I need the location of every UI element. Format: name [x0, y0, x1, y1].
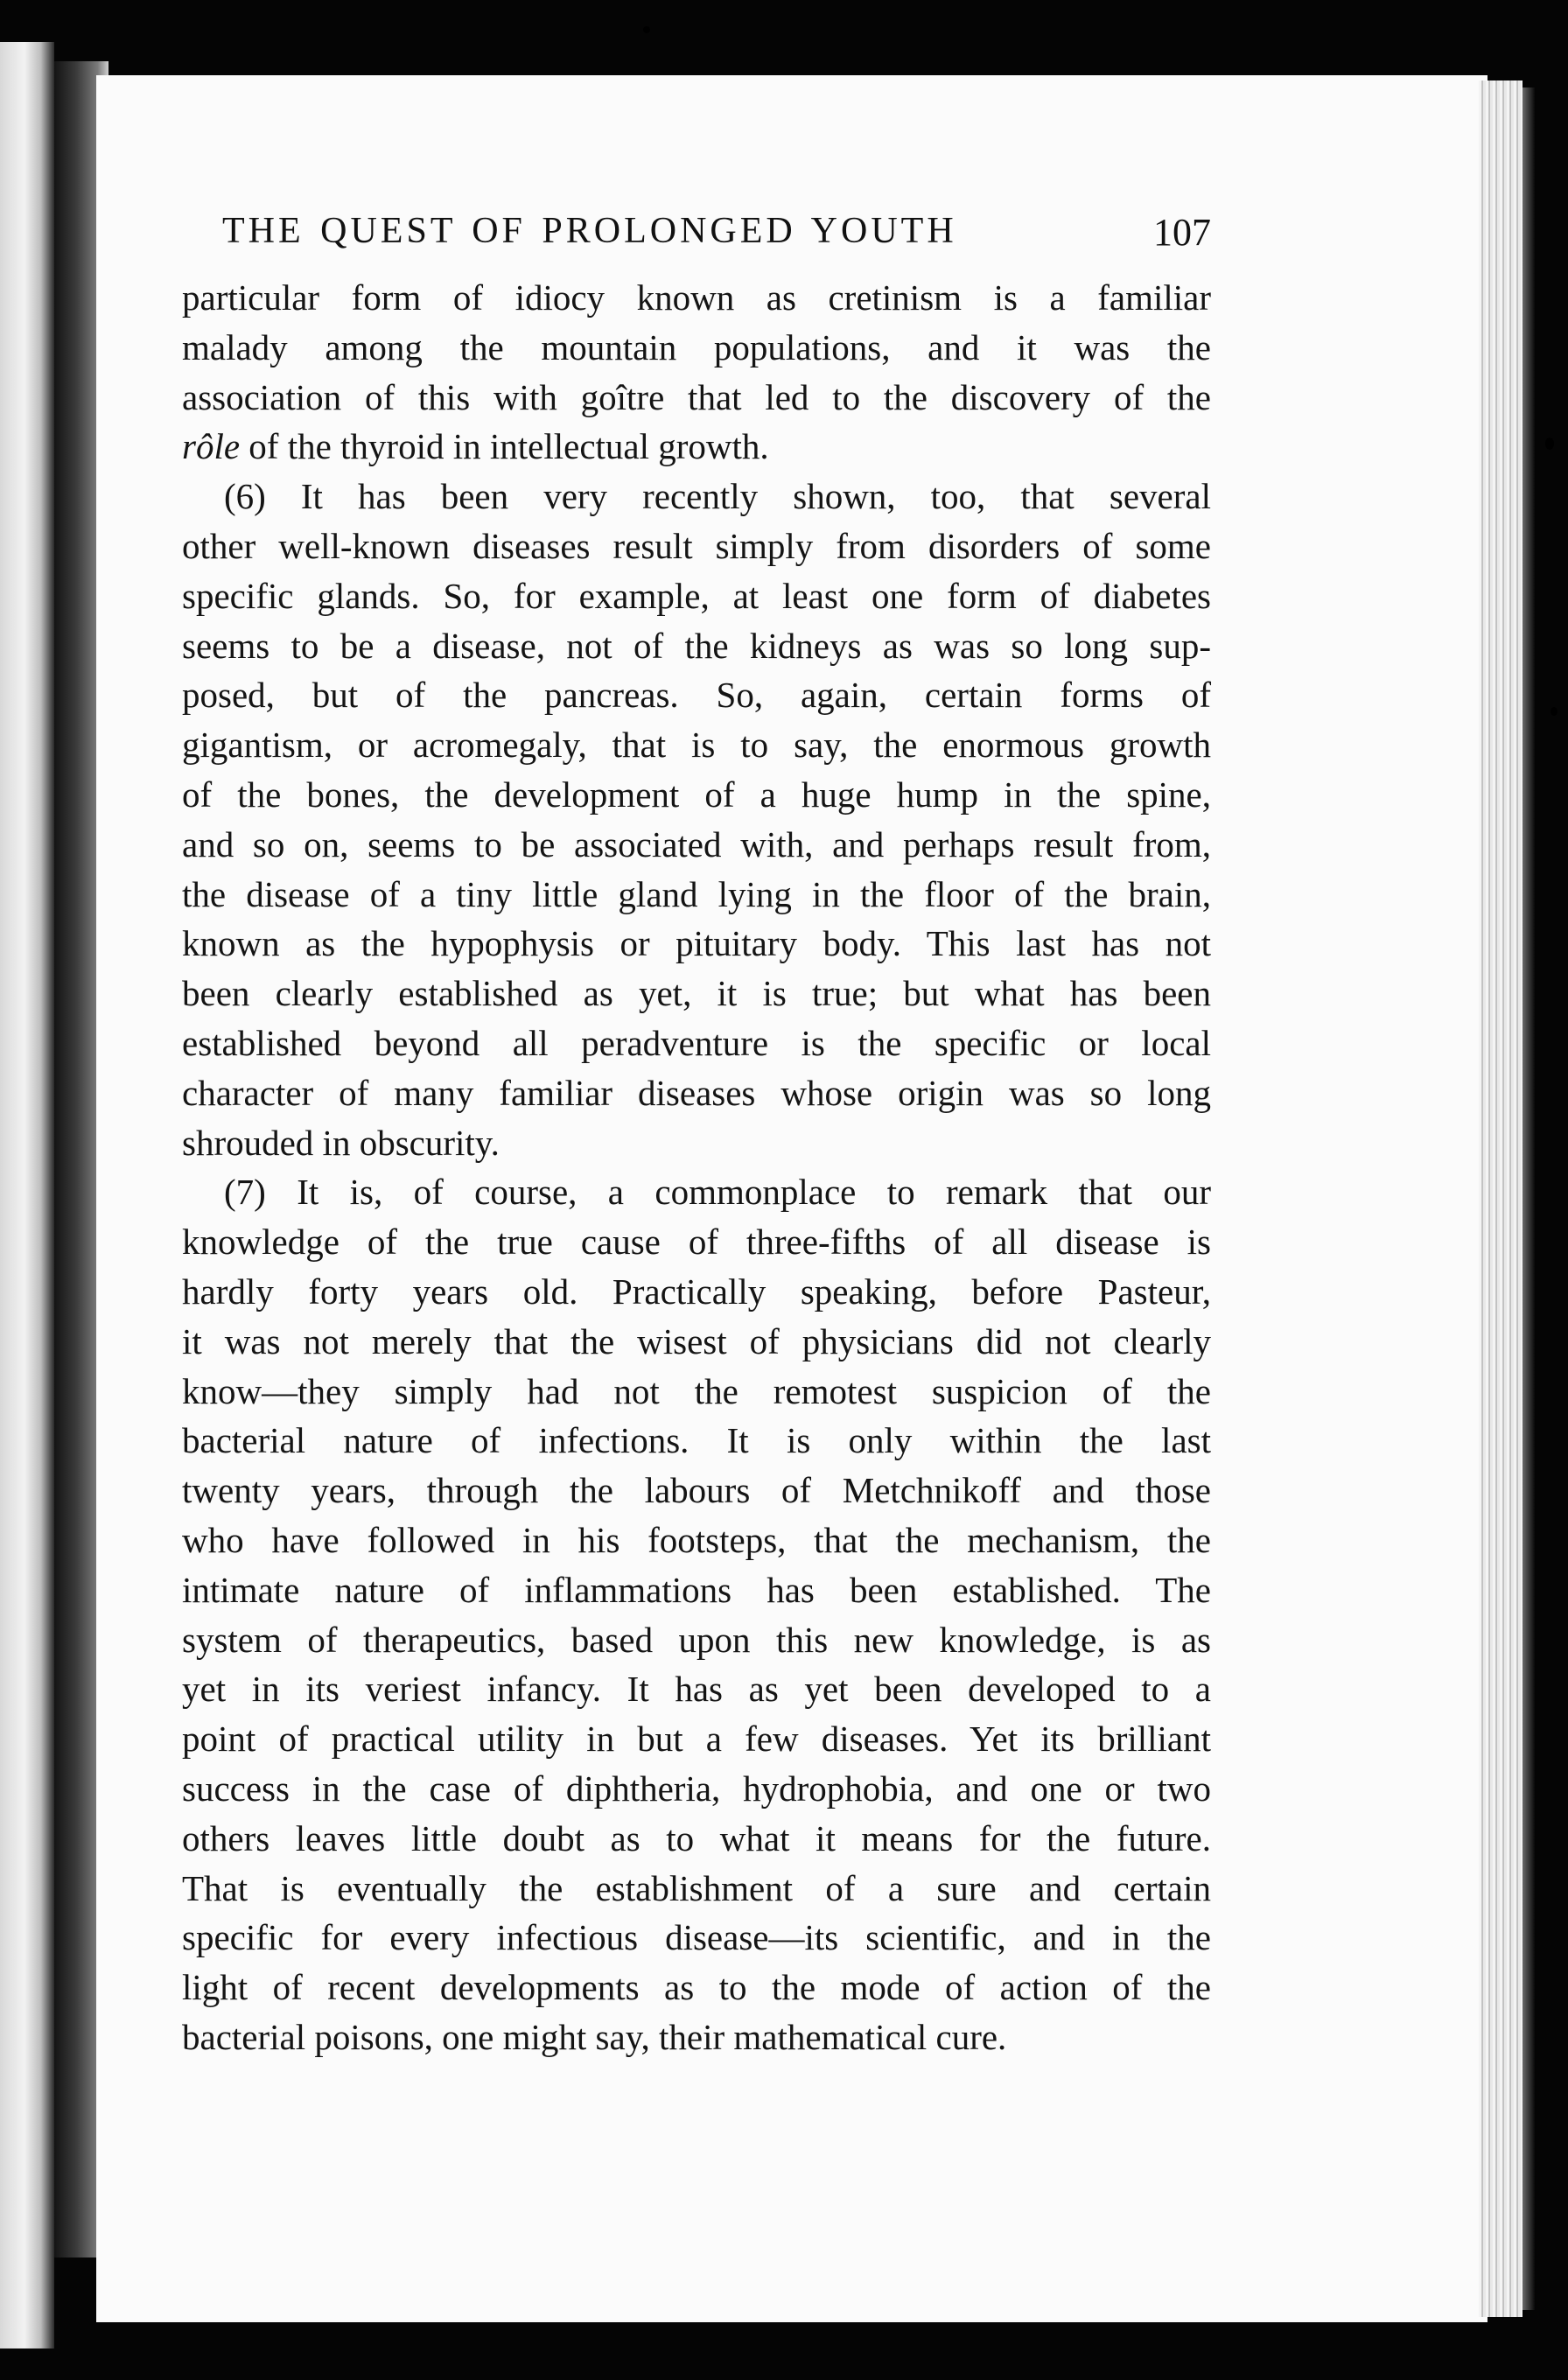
text-line: success in the case of diphtheria, hydrophobia, and one or two	[182, 1768, 1211, 1809]
text-line	[182, 422, 1211, 472]
paragraph-first-line: (7) It is, of course, a commonplace to remark that our	[224, 1172, 1211, 1213]
dust-speck	[643, 26, 650, 33]
dust-speck	[1550, 707, 1558, 716]
page-stack-edge	[1479, 80, 1522, 2317]
text-line: posed, but of the pancreas. So, again, certain forms of	[182, 675, 1211, 716]
text-line: been clearly established as yet, it is true; but what has been	[182, 973, 1211, 1014]
text-line: malady among the mountain populations, and it was the	[182, 326, 1211, 368]
paragraph-first-line: (6) It has been very recently shown, too, that several	[224, 476, 1211, 517]
dust-speck	[1545, 438, 1554, 450]
italic-word: rôle	[182, 426, 241, 467]
left-page-edge	[0, 42, 54, 2348]
text-line: system of therapeutics, based upon this new knowledge, is as	[182, 1619, 1211, 1660]
text-line: hardly forty years old. Practically speaking, before Pasteur,	[182, 1270, 1211, 1312]
text-line: specific glands. So, for example, at least one form of diabetes	[182, 575, 1211, 616]
text-line: particular form of idiocy known as cretinism is a familiar	[182, 277, 1211, 318]
text-line: That is eventually the establishment of a sure and certain	[182, 1867, 1211, 1908]
text-line: other well-known diseases result simply from disorders of some	[182, 525, 1211, 566]
text-line: knowledge of the true cause of three-fifths of all disease is	[182, 1222, 1211, 1263]
text-line: others leaves little doubt as to what it means for the future.	[182, 1817, 1211, 1858]
text-line: who have followed in his footsteps, that the mechanism, the	[182, 1519, 1211, 1560]
text-line: known as the hypophysis or pituitary body. This last has not	[182, 923, 1211, 964]
text-line: association of this with goître that led to the discovery of the	[182, 376, 1211, 417]
running-title: THE QUEST OF PROLONGED YOUTH	[222, 211, 957, 251]
text-line: gigantism, or acromegaly, that is to say, the enormous growth	[182, 724, 1211, 766]
text-line-remainder: of the thyroid in intellectual growth.	[248, 426, 769, 467]
text-line: intimate nature of inflammations has been established. The	[182, 1569, 1211, 1610]
text-line: bacterial poisons, one might say, their mathematical cure.	[182, 2016, 1007, 2057]
text-line: yet in its veriest infancy. It has as yet been developed to a	[182, 1669, 1211, 1710]
text-line: established beyond all peradventure is the specific or local	[182, 1022, 1211, 1063]
page-number: 107	[1153, 211, 1211, 254]
text-line: the disease of a tiny little gland lying in the floor of the brain,	[182, 873, 1211, 914]
text-line: specific for every infectious disease—its scientific, and in the	[182, 1917, 1211, 1958]
text-line: bacterial nature of infections. It is only within the last	[182, 1420, 1211, 1461]
text-line: and so on, seems to be associated with, and perhaps result from,	[182, 823, 1211, 864]
text-line: shrouded in obscurity.	[182, 1122, 500, 1163]
text-line: know—they simply had not the remotest suspicion of the	[182, 1370, 1211, 1411]
text-line: character of many familiar diseases whose origin was so long	[182, 1072, 1211, 1113]
text-line: light of recent developments as to the mode of action of the	[182, 1967, 1211, 2008]
text-line: of the bones, the development of a huge hump in the spine,	[182, 774, 1211, 815]
text-line: point of practical utility in but a few diseases. Yet its brilliant	[182, 1718, 1211, 1760]
body-text	[182, 273, 1211, 2062]
running-header	[222, 210, 1211, 262]
text-line: it was not merely that the wisest of physicians did not clearly	[182, 1320, 1211, 1362]
text-line: twenty years, through the labours of Metchnikoff and those	[182, 1470, 1211, 1511]
text-line: seems to be a disease, not of the kidneys as was so long sup-	[182, 625, 1211, 666]
page-stack-shadow	[1522, 88, 1535, 2310]
